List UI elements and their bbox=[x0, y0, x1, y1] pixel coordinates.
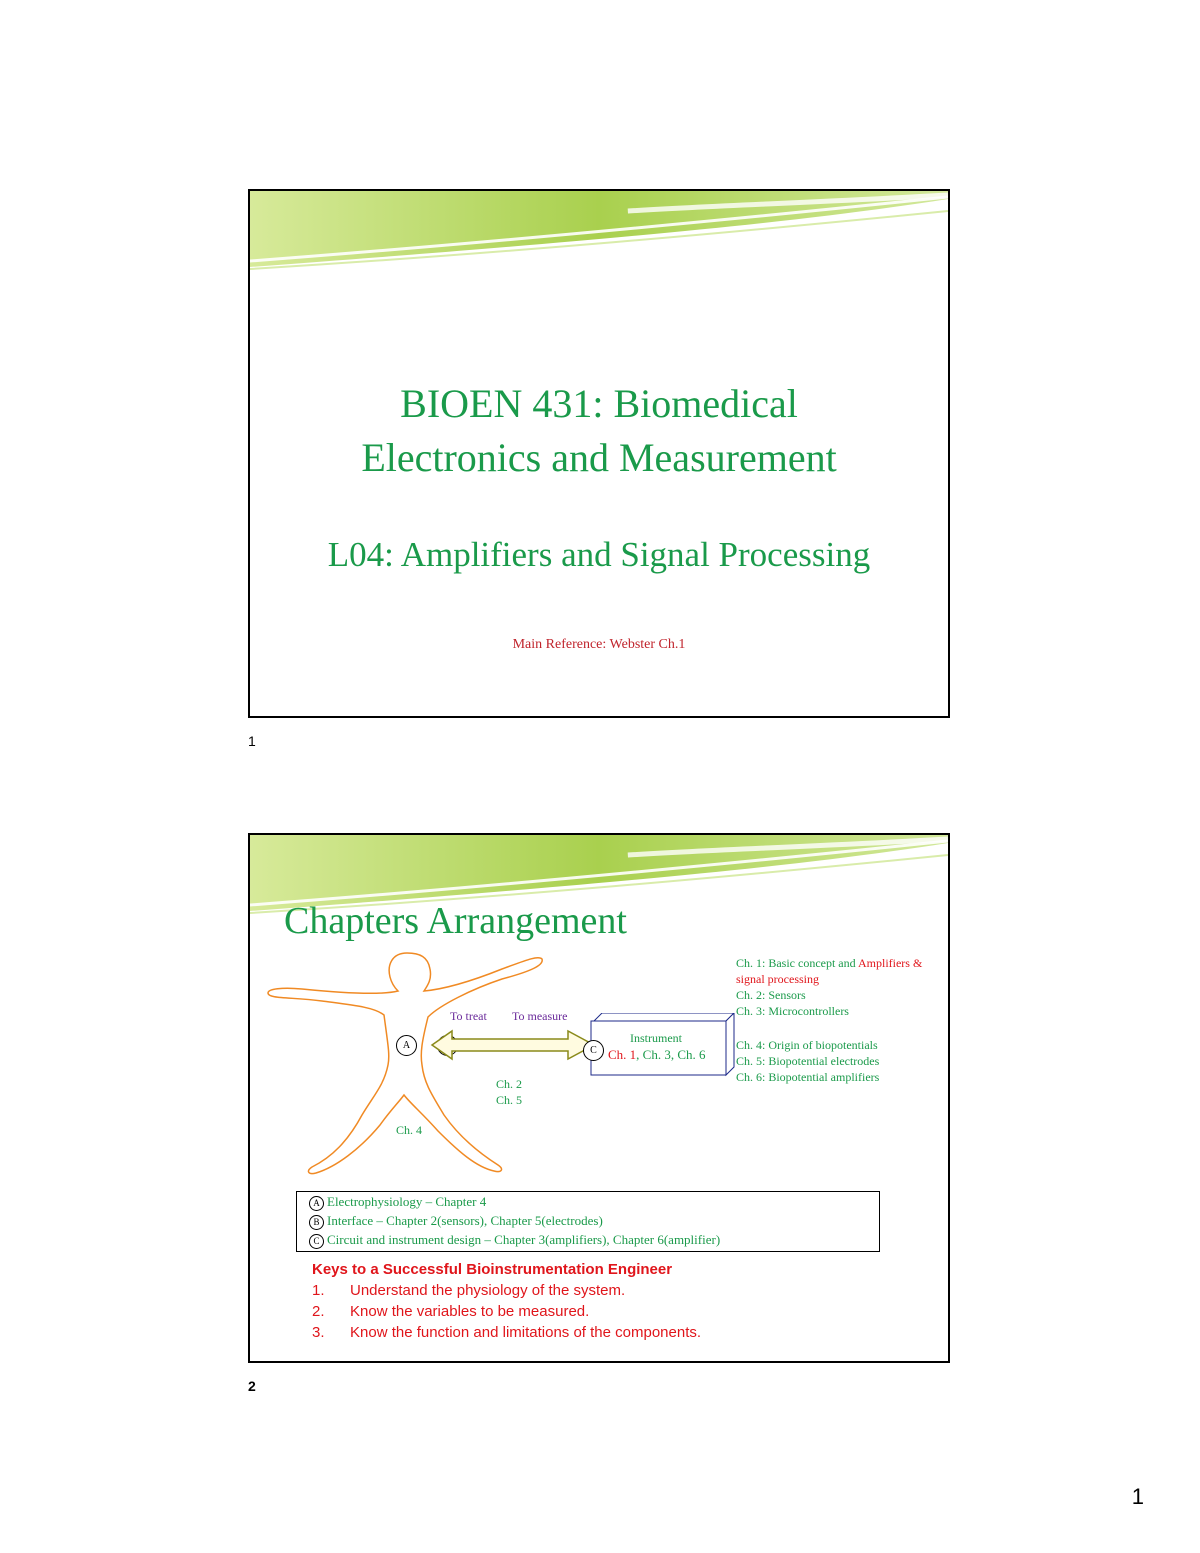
slide-1-number: 1 bbox=[248, 733, 256, 749]
ch5-label: Ch. 5 bbox=[496, 1093, 523, 1107]
marker-a: A bbox=[396, 1035, 417, 1056]
chapter-6: Ch. 6: Biopotential amplifiers bbox=[736, 1070, 880, 1084]
key-item-1: 1. Understand the physiology of the system. bbox=[312, 1282, 626, 1299]
legend-box bbox=[296, 1191, 880, 1252]
slide-2 bbox=[248, 833, 950, 1363]
slide-1-title-line-1: BIOEN 431: Biomedical bbox=[400, 381, 798, 426]
decorative-banner bbox=[250, 191, 948, 281]
keys-section bbox=[312, 1259, 701, 1343]
chapter-2: Ch. 2: Sensors bbox=[736, 988, 806, 1002]
legend-item-c: C Circuit and instrument design – Chapter 3(amplifiers), Chapter 6(amplifier) bbox=[309, 1230, 879, 1249]
legend-item-b: B Interface – Chapter 2(sensors), Chapter 5(electrodes) bbox=[309, 1211, 879, 1230]
chapter-3: Ch. 3: Microcontrollers bbox=[736, 1004, 849, 1018]
marker-c: C bbox=[583, 1040, 604, 1061]
chapter-1: Ch. 1: Basic concept and Amplifiers & bbox=[736, 956, 923, 970]
double-arrow-icon bbox=[430, 1029, 600, 1061]
ch2-label: Ch. 2 bbox=[496, 1077, 523, 1091]
slide-1-title-line-2: Electronics and Measurement bbox=[361, 435, 837, 480]
instrument-label: Instrument bbox=[630, 1031, 682, 1045]
to-measure-label: To measure bbox=[512, 1009, 568, 1023]
chapter-1-cont: signal processing bbox=[736, 972, 819, 986]
ch4-label: Ch. 4 bbox=[396, 1123, 423, 1137]
page-number: 1 bbox=[1131, 1484, 1144, 1509]
slide-2-title: Chapters Arrangement bbox=[284, 900, 627, 942]
chapter-list bbox=[736, 955, 922, 1085]
keys-title: Keys to a Successful Bioinstrumentation Engineer bbox=[312, 1261, 673, 1278]
instrument-chapters: Ch. 1, Ch. 3, Ch. 6 bbox=[608, 1047, 706, 1062]
slide-1 bbox=[248, 189, 950, 718]
key-item-2: 2. Know the variables to be measured. bbox=[312, 1303, 590, 1320]
slide-1-subtitle: L04: Amplifiers and Signal Processing bbox=[327, 535, 871, 574]
slide-2-number: 2 bbox=[248, 1378, 256, 1394]
chapter-5: Ch. 5: Biopotential electrodes bbox=[736, 1054, 880, 1068]
slide-1-reference: Main Reference: Webster Ch.1 bbox=[512, 637, 686, 652]
human-figure-outline bbox=[262, 945, 552, 1185]
key-item-3: 3. Know the function and limitations of the components. bbox=[312, 1324, 702, 1341]
to-treat-label: To treat bbox=[450, 1009, 487, 1023]
chapter-4: Ch. 4: Origin of biopotentials bbox=[736, 1038, 878, 1052]
legend-item-a: A Electrophysiology – Chapter 4 bbox=[309, 1192, 879, 1211]
